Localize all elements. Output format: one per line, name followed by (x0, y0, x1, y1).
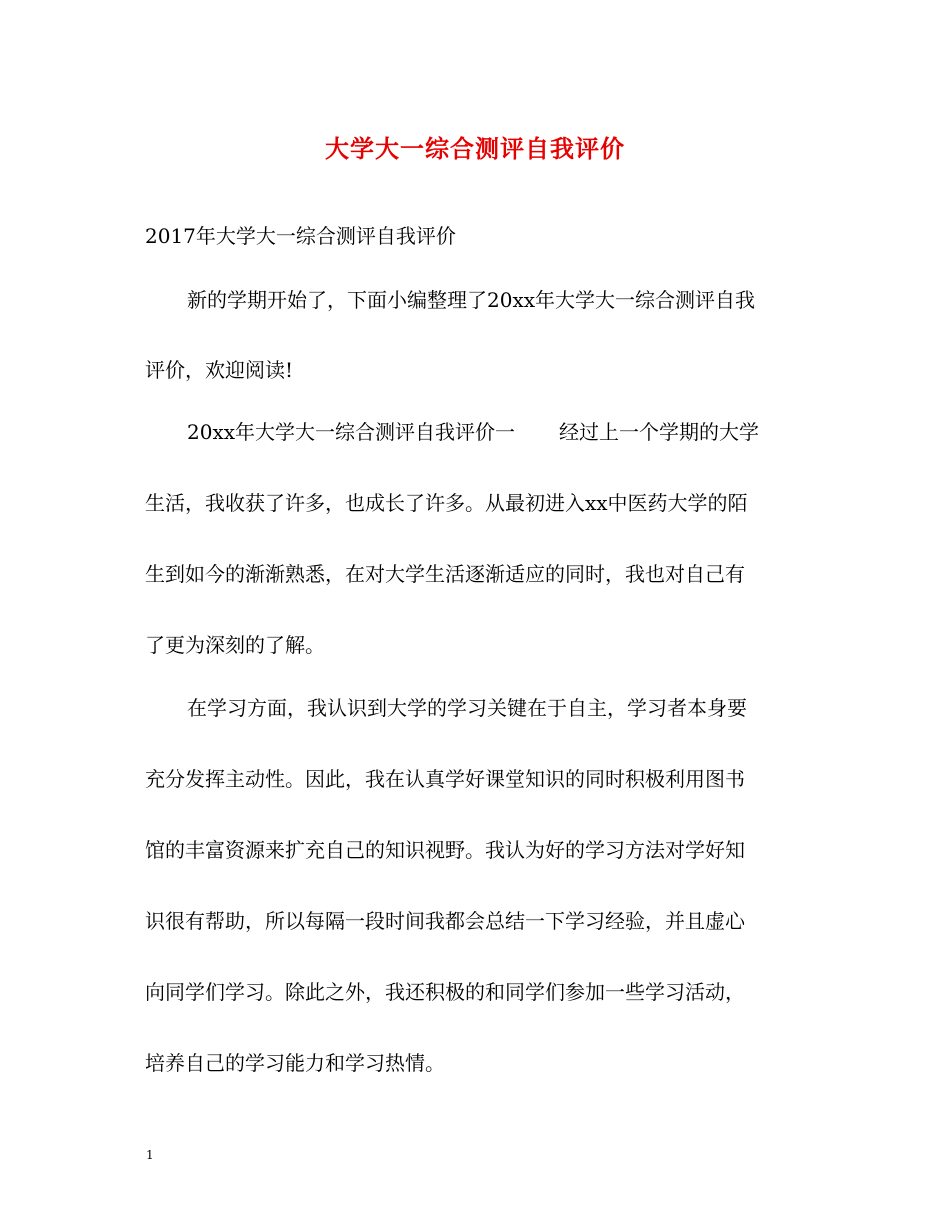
paragraph-text: 经过上一个学期的大学 (559, 420, 760, 444)
paragraph-line: 充分发挥主动性。因此，我在认真学好课堂知识的同时积极利用图书 (145, 767, 745, 791)
paragraph-line: 在学习方面，我认识到大学的学习关键在于自主，学习者本身要 (187, 696, 747, 720)
paragraph-line: 识很有帮助，所以每隔一段时间我都会总结一下学习经验，并且虚心 (145, 909, 745, 933)
paragraph-line: 向同学们学习。除此之外，我还积极的和同学们参加一些学习活动， (145, 980, 745, 1004)
document-title: 大学大一综合测评自我评价 (325, 134, 625, 163)
paragraph-line: 培养自己的学习能力和学习热情。 (145, 1051, 445, 1075)
paragraph-line: 新的学期开始了，下面小编整理了20xx年大学大一综合测评自我 (187, 288, 756, 312)
paragraph-line: 生到如今的渐渐熟悉，在对大学生活逐渐适应的同时，我也对自己有 (145, 562, 745, 586)
paragraph-line: 馆的丰富资源来扩充自己的知识视野。我认为好的学习方法对学好知 (145, 838, 745, 862)
paragraph-line: 了更为深刻的了解。 (145, 633, 325, 657)
page-number: 1 (146, 1148, 154, 1162)
document-subtitle: 2017年大学大一综合测评自我评价 (145, 224, 456, 248)
paragraph-line (187, 418, 759, 446)
section-heading-inline: 20xx年大学大一综合测评自我评价一 (187, 420, 516, 444)
paragraph-line: 评价，欢迎阅读! (145, 358, 294, 382)
paragraph-line: 生活，我收获了许多，也成长了许多。从最初进入xx中医药大学的陌 (145, 491, 748, 515)
